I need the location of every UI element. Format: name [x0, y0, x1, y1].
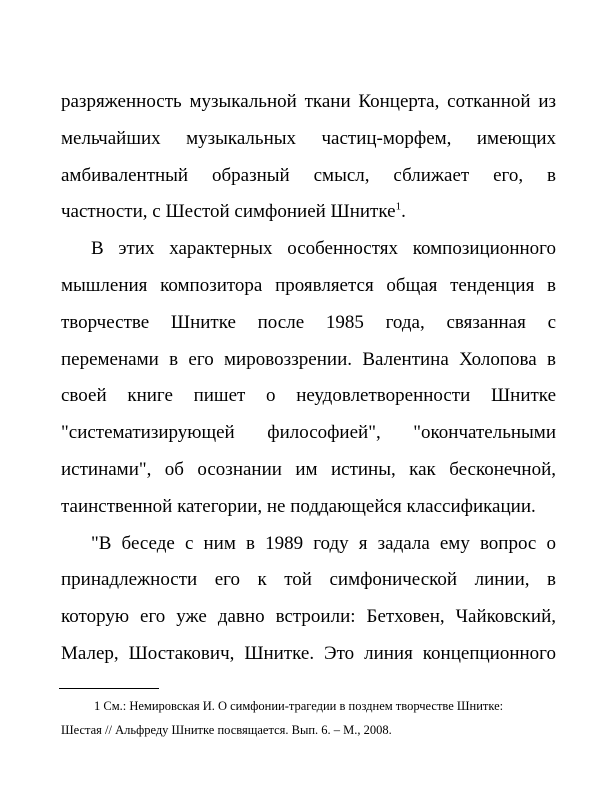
footnote-separator: [59, 688, 159, 689]
footnote-marker: 1: [395, 201, 402, 214]
text-line: [61, 636, 556, 673]
text-line: [61, 378, 556, 415]
text-line-content: мышления композитора проявляется общая тенденция в: [61, 274, 556, 296]
text-line: [61, 562, 556, 599]
text-line: [61, 158, 556, 195]
text-line: [61, 452, 556, 489]
text-line: [61, 121, 556, 158]
text-line-content: принадлежности его к той симфонической линии, в: [61, 569, 556, 591]
text-line: [61, 84, 556, 121]
text-line-content: которую его уже давно встроили: Бетховен, Чайковский,: [61, 606, 556, 628]
text-line-content: истинами", об осознании им истины, как бесконечной,: [61, 458, 556, 480]
text-line-content: своей книге пишет о неудовлетворенности Шнитке: [61, 385, 556, 407]
text-line-content: таинственной категории, не поддающейся классификации.: [61, 495, 536, 517]
text-line: [61, 415, 556, 452]
text-line-content: переменами в его мировоззрении. Валентина Холопова в: [61, 348, 556, 370]
text-line-content: амбивалентный образный смысл, сближает его, в: [61, 164, 556, 186]
text-line: [61, 305, 556, 342]
text-line-content: В этих характерных особенностях композиционного: [91, 238, 556, 260]
text-line: [61, 268, 556, 305]
body-text: [61, 84, 556, 673]
footnote-line-1: 1 См.: Немировская И. О симфонии-трагедии в позднем творчестве Шнитке:: [94, 699, 504, 713]
text-line-content: разряженность музыкальной ткани Концерта, сотканной из: [61, 91, 556, 112]
text-line-content: частности, с Шестой симфонией Шнитке: [61, 201, 396, 223]
text-line: [61, 489, 556, 526]
text-line: [61, 599, 556, 636]
text-line-content: творчестве Шнитке после 1985 года, связанная с: [61, 311, 556, 333]
text-line-content: "В беседе с ним в 1989 году я задала ему вопрос о: [91, 532, 556, 554]
text-line: [61, 194, 556, 231]
text-line-tail: .: [401, 201, 406, 223]
footnote: [61, 694, 556, 742]
text-line: [61, 526, 556, 563]
text-line-content: "систематизирующей философией", "окончательными: [61, 422, 556, 444]
text-line-content: мельчайших музыкальных частиц-морфем, имеющих: [61, 127, 556, 149]
text-line: [61, 342, 556, 379]
text-line-content: Малер, Шостакович, Шнитке. Это линия концепционного: [61, 642, 556, 664]
footnote-line-2: Шестая // Альфреду Шнитке посвящается. Вып. 6. – М., 2008.: [61, 723, 392, 737]
text-line: [61, 231, 556, 268]
